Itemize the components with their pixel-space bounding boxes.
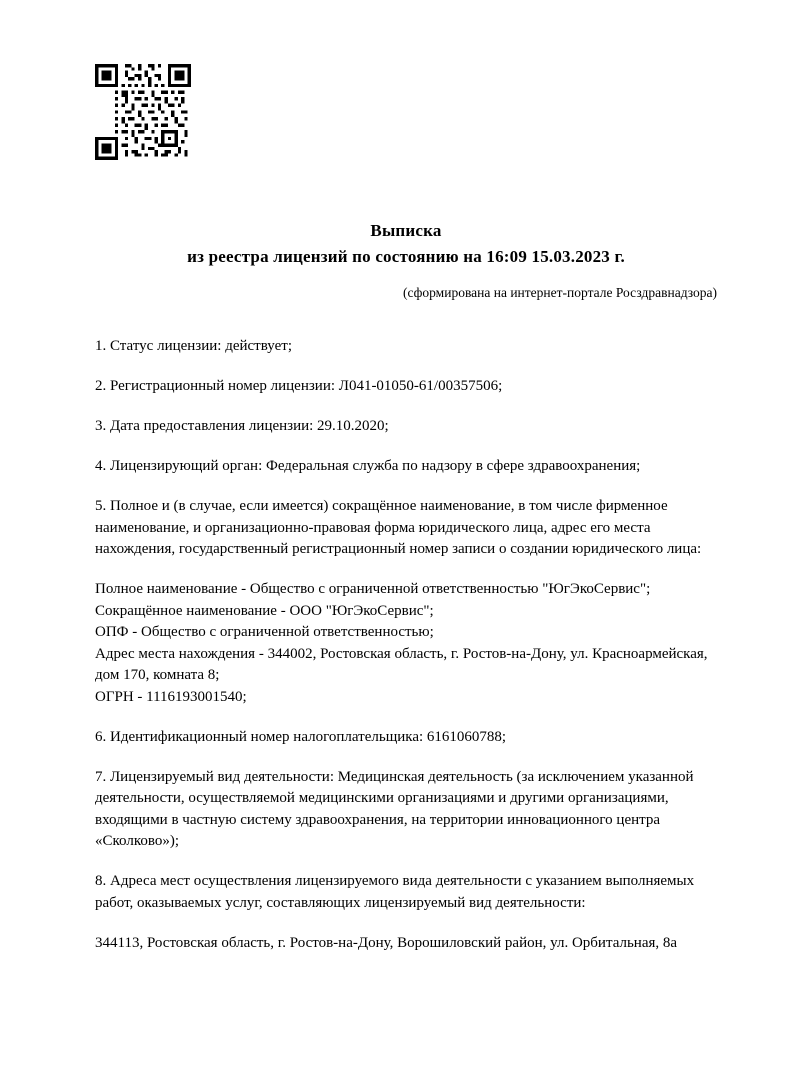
title-line-1: Выписка [370, 221, 442, 240]
paragraph-date-granted: 3. Дата предоставления лицензии: 29.10.2020; [95, 418, 389, 434]
paragraph-reg-number: 2. Регистрационный номер лицензии: Л041-01050-61/00357506; [95, 378, 503, 394]
entity-full-name: Полное наименование - Общество с ограниченной ответственностью "ЮгЭкоСервис"; [95, 581, 651, 597]
entity-address: Адрес места нахождения - 344002, Ростовская область, г. Ростов-на-Дону, ул. Красноармейская, дом 170, комната 8; [95, 645, 708, 683]
entity-short-name: Сокращённое наименование - ООО "ЮгЭкоСервис"; [95, 602, 434, 619]
paragraph-activity-type: 7. Лицензируемый вид деятельности: Медицинская деятельность (за исключением указанной деятельности, осуществляемой медицинскими организациями и другими организациями, входящими в частную систему здравоохранения, на территории инновационного центра «Сколково»); [95, 768, 694, 849]
qr-code-icon [95, 64, 191, 160]
paragraph-address-1: 344113, Ростовская область, г. Ростов-на-Дону, Ворошиловский район, ул. Орбитальная, 8а [95, 934, 678, 951]
entity-details-block [95, 579, 720, 708]
entity-legal-form: ОПФ - Общество с ограниченной ответственностью; [95, 624, 434, 640]
paragraph-entity-info-heading: 5. Полное и (в случае, если имеется) сокращённое наименование, в том числе фирменное наименование, и организационно-правовая форма юридического лица, адрес его места нахождения, государственный регистрационный номер записи о создании юридического лица: [95, 498, 702, 557]
title-line-2: из реестра лицензий по состоянию на 16:09 15.03.2023 г. [187, 247, 625, 266]
document-body [95, 336, 720, 973]
paragraph-addresses-heading: 8. Адреса мест осуществления лицензируемого вида деятельности с указанием выполняемых работ, оказываемых услуг, составляющих лицензируемый вид деятельности: [95, 873, 695, 911]
document-title [0, 218, 812, 270]
paragraph-licensing-authority: 4. Лицензирующий орган: Федеральная служба по надзору в сфере здравоохранения; [95, 458, 641, 474]
paragraph-status: 1. Статус лицензии: действует; [95, 338, 292, 354]
entity-ogrn: ОГРН - 1116193001540; [95, 688, 247, 705]
document-subtitle: (сформирована на интернет-портале Росздравнадзора) [402, 285, 717, 300]
paragraph-inn: 6. Идентификационный номер налогоплательщика: 6161060788; [95, 728, 507, 745]
